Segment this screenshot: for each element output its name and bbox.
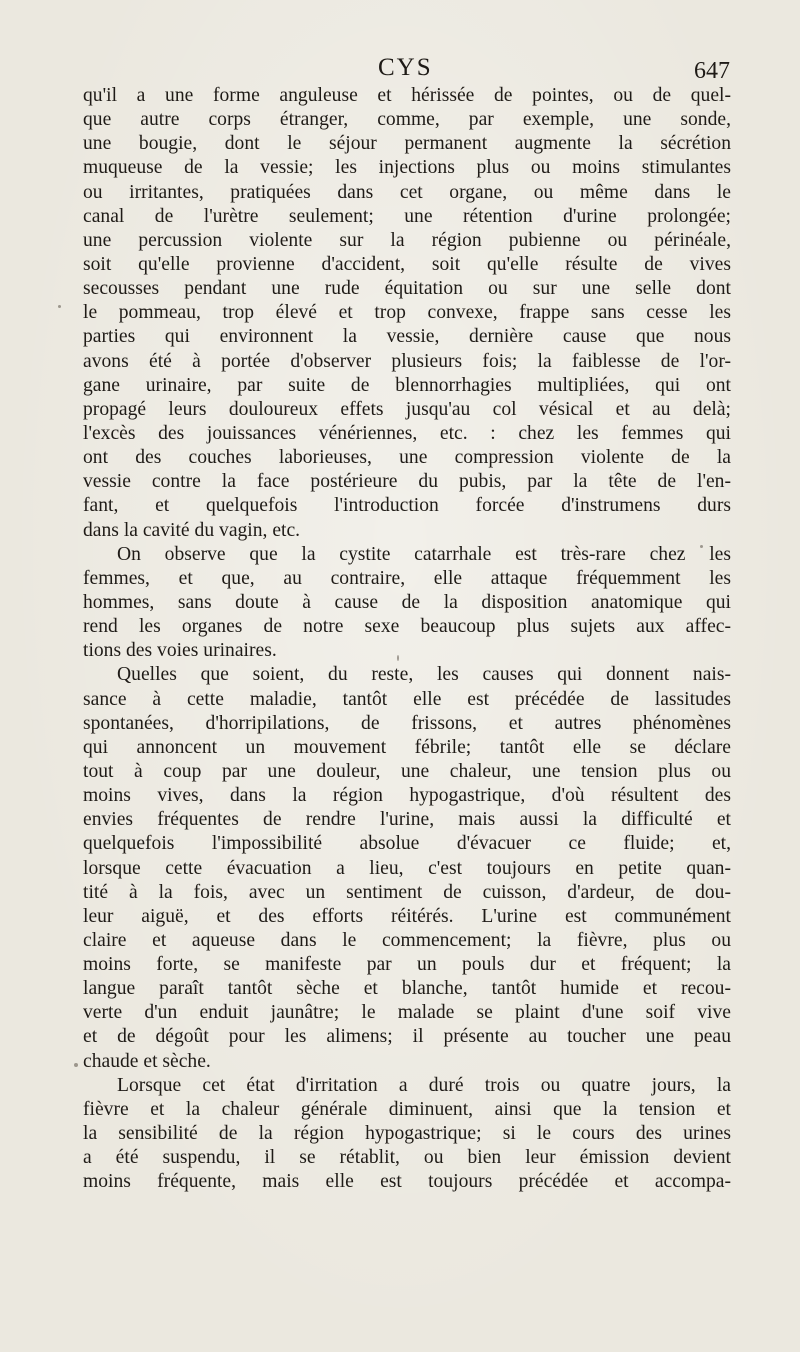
text-line: qu'il a une forme anguleuse et hérissée de pointes, ou de quel- <box>83 85 731 106</box>
paper-speck <box>58 305 61 308</box>
text-line: a été suspendu, il se rétablit, ou bien leur émission devient <box>83 1147 731 1169</box>
text-line: canal de l'urètre seulement; une rétention d'urine prolongée; <box>83 205 731 227</box>
text-line: spontanées, d'horripilations, de frissons, et autres phénomènes <box>83 712 731 734</box>
text-line: secousses pendant une rude équitation ou sur une selle dont <box>83 278 731 300</box>
paragraph-end-line: dans la cavité du vagin, etc. <box>83 519 301 541</box>
text-line: l'excès des jouissances vénériennes, etc. : chez les femmes qui <box>83 422 731 444</box>
text-line: parties qui environnent la vessie, dernière cause que nous <box>83 326 731 348</box>
text-line: fièvre et la chaleur générale diminuent, ainsi que la tension et <box>83 1098 731 1120</box>
text-line: une percussion violente sur la région pubienne ou périnéale, <box>83 229 731 251</box>
paragraph-first-line: Quelles que soient, du reste, les causes qui donnent nais- <box>117 664 731 686</box>
text-line: moins vives, dans la région hypogastrique, d'où résultent des <box>83 785 731 807</box>
text-line: fant, et quelquefois l'introduction forcée d'instrumens durs <box>83 495 731 517</box>
text-line: avons été à portée d'observer plusieurs fois; la faiblesse de l'or- <box>83 350 731 372</box>
text-line: qui annoncent un mouvement fébrile; tantôt elle se déclare <box>83 736 731 758</box>
page-number: 647 <box>694 58 730 84</box>
text-line: une bougie, dont le séjour permanent augmente la sécrétion <box>83 133 731 155</box>
paragraph-end-line: chaude et sèche. <box>83 1050 211 1072</box>
paper-speck <box>700 545 703 548</box>
text-line: rend les organes de notre sexe beaucoup plus sujets aux affec- <box>83 616 731 638</box>
running-head <box>80 52 730 86</box>
text-line: envies fréquentes de rendre l'urine, mais aussi la difficulté et <box>83 809 731 831</box>
text-line: hommes, sans doute à cause de la disposition anatomique qui <box>83 591 731 613</box>
text-line: femmes, et que, au contraire, elle attaque fréquemment les <box>83 567 731 589</box>
text-line: lorsque cette évacuation a lieu, c'est toujours en petite quan- <box>83 857 731 879</box>
text-line: la sensibilité de la région hypogastrique; si le cours des urines <box>83 1123 731 1145</box>
text-line: tout à coup par une douleur, une chaleur, une tension plus ou <box>83 760 731 782</box>
text-line: quelquefois l'impossibilité absolue d'évacuer ce fluide; et, <box>83 833 731 855</box>
paper-speck <box>397 655 399 661</box>
text-line: soit qu'elle provienne d'accident, soit qu'elle résulte de vives <box>83 253 731 275</box>
paragraph-first-line: Lorsque cet état d'irritation a duré trois ou quatre jours, la <box>117 1074 731 1096</box>
text-line: verte d'un enduit jaunâtre; le malade se plaint d'une soif vive <box>83 1002 731 1024</box>
text-line: sance à cette maladie, tantôt elle est précédée de lassitudes <box>83 688 731 710</box>
paper-speck <box>74 1063 78 1067</box>
text-line: tité à la fois, avec un sentiment de cuisson, d'ardeur, de dou- <box>83 881 731 903</box>
text-line: que autre corps étranger, comme, par exemple, une sonde, <box>83 109 731 131</box>
text-line: claire et aqueuse dans le commencement; la fièvre, plus ou <box>83 929 731 951</box>
text-line: vessie contre la face postérieure du pubis, par la tête de l'en- <box>83 471 731 493</box>
text-line: et de dégoût pour les alimens; il présente au toucher une peau <box>83 1026 731 1048</box>
text-line: moins forte, se manifeste par un pouls dur et fréquent; la <box>83 954 731 976</box>
paragraph-first-line: On observe que la cystite catarrhale est très-rare chez les <box>117 543 731 565</box>
text-line: gane urinaire, par suite de blennorrhagies multipliées, qui ont <box>83 374 731 396</box>
text-line: ont des couches laborieuses, une compression violente de la <box>83 447 731 469</box>
text-line: langue paraît tantôt sèche et blanche, tantôt humide et recou- <box>83 978 731 1000</box>
text-line: moins fréquente, mais elle est toujours précédée et accompa- <box>83 1171 731 1193</box>
text-line: ou irritantes, pratiquées dans cet organe, ou même dans le <box>83 181 731 203</box>
text-line: muqueuse de la vessie; les injections plus ou moins stimulantes <box>83 157 731 179</box>
text-line: propagé leurs douloureux effets jusqu'au col vésical et au delà; <box>83 398 731 420</box>
paragraph-end-line: tions des voies urinaires. <box>83 640 277 662</box>
page-header-title: CYS <box>378 54 433 81</box>
body-text <box>83 84 731 1194</box>
text-line: leur aiguë, et des efforts réitérés. L'urine est communément <box>83 905 731 927</box>
text-line: le pommeau, trop élevé et trop convexe, frappe sans cesse les <box>83 302 731 324</box>
